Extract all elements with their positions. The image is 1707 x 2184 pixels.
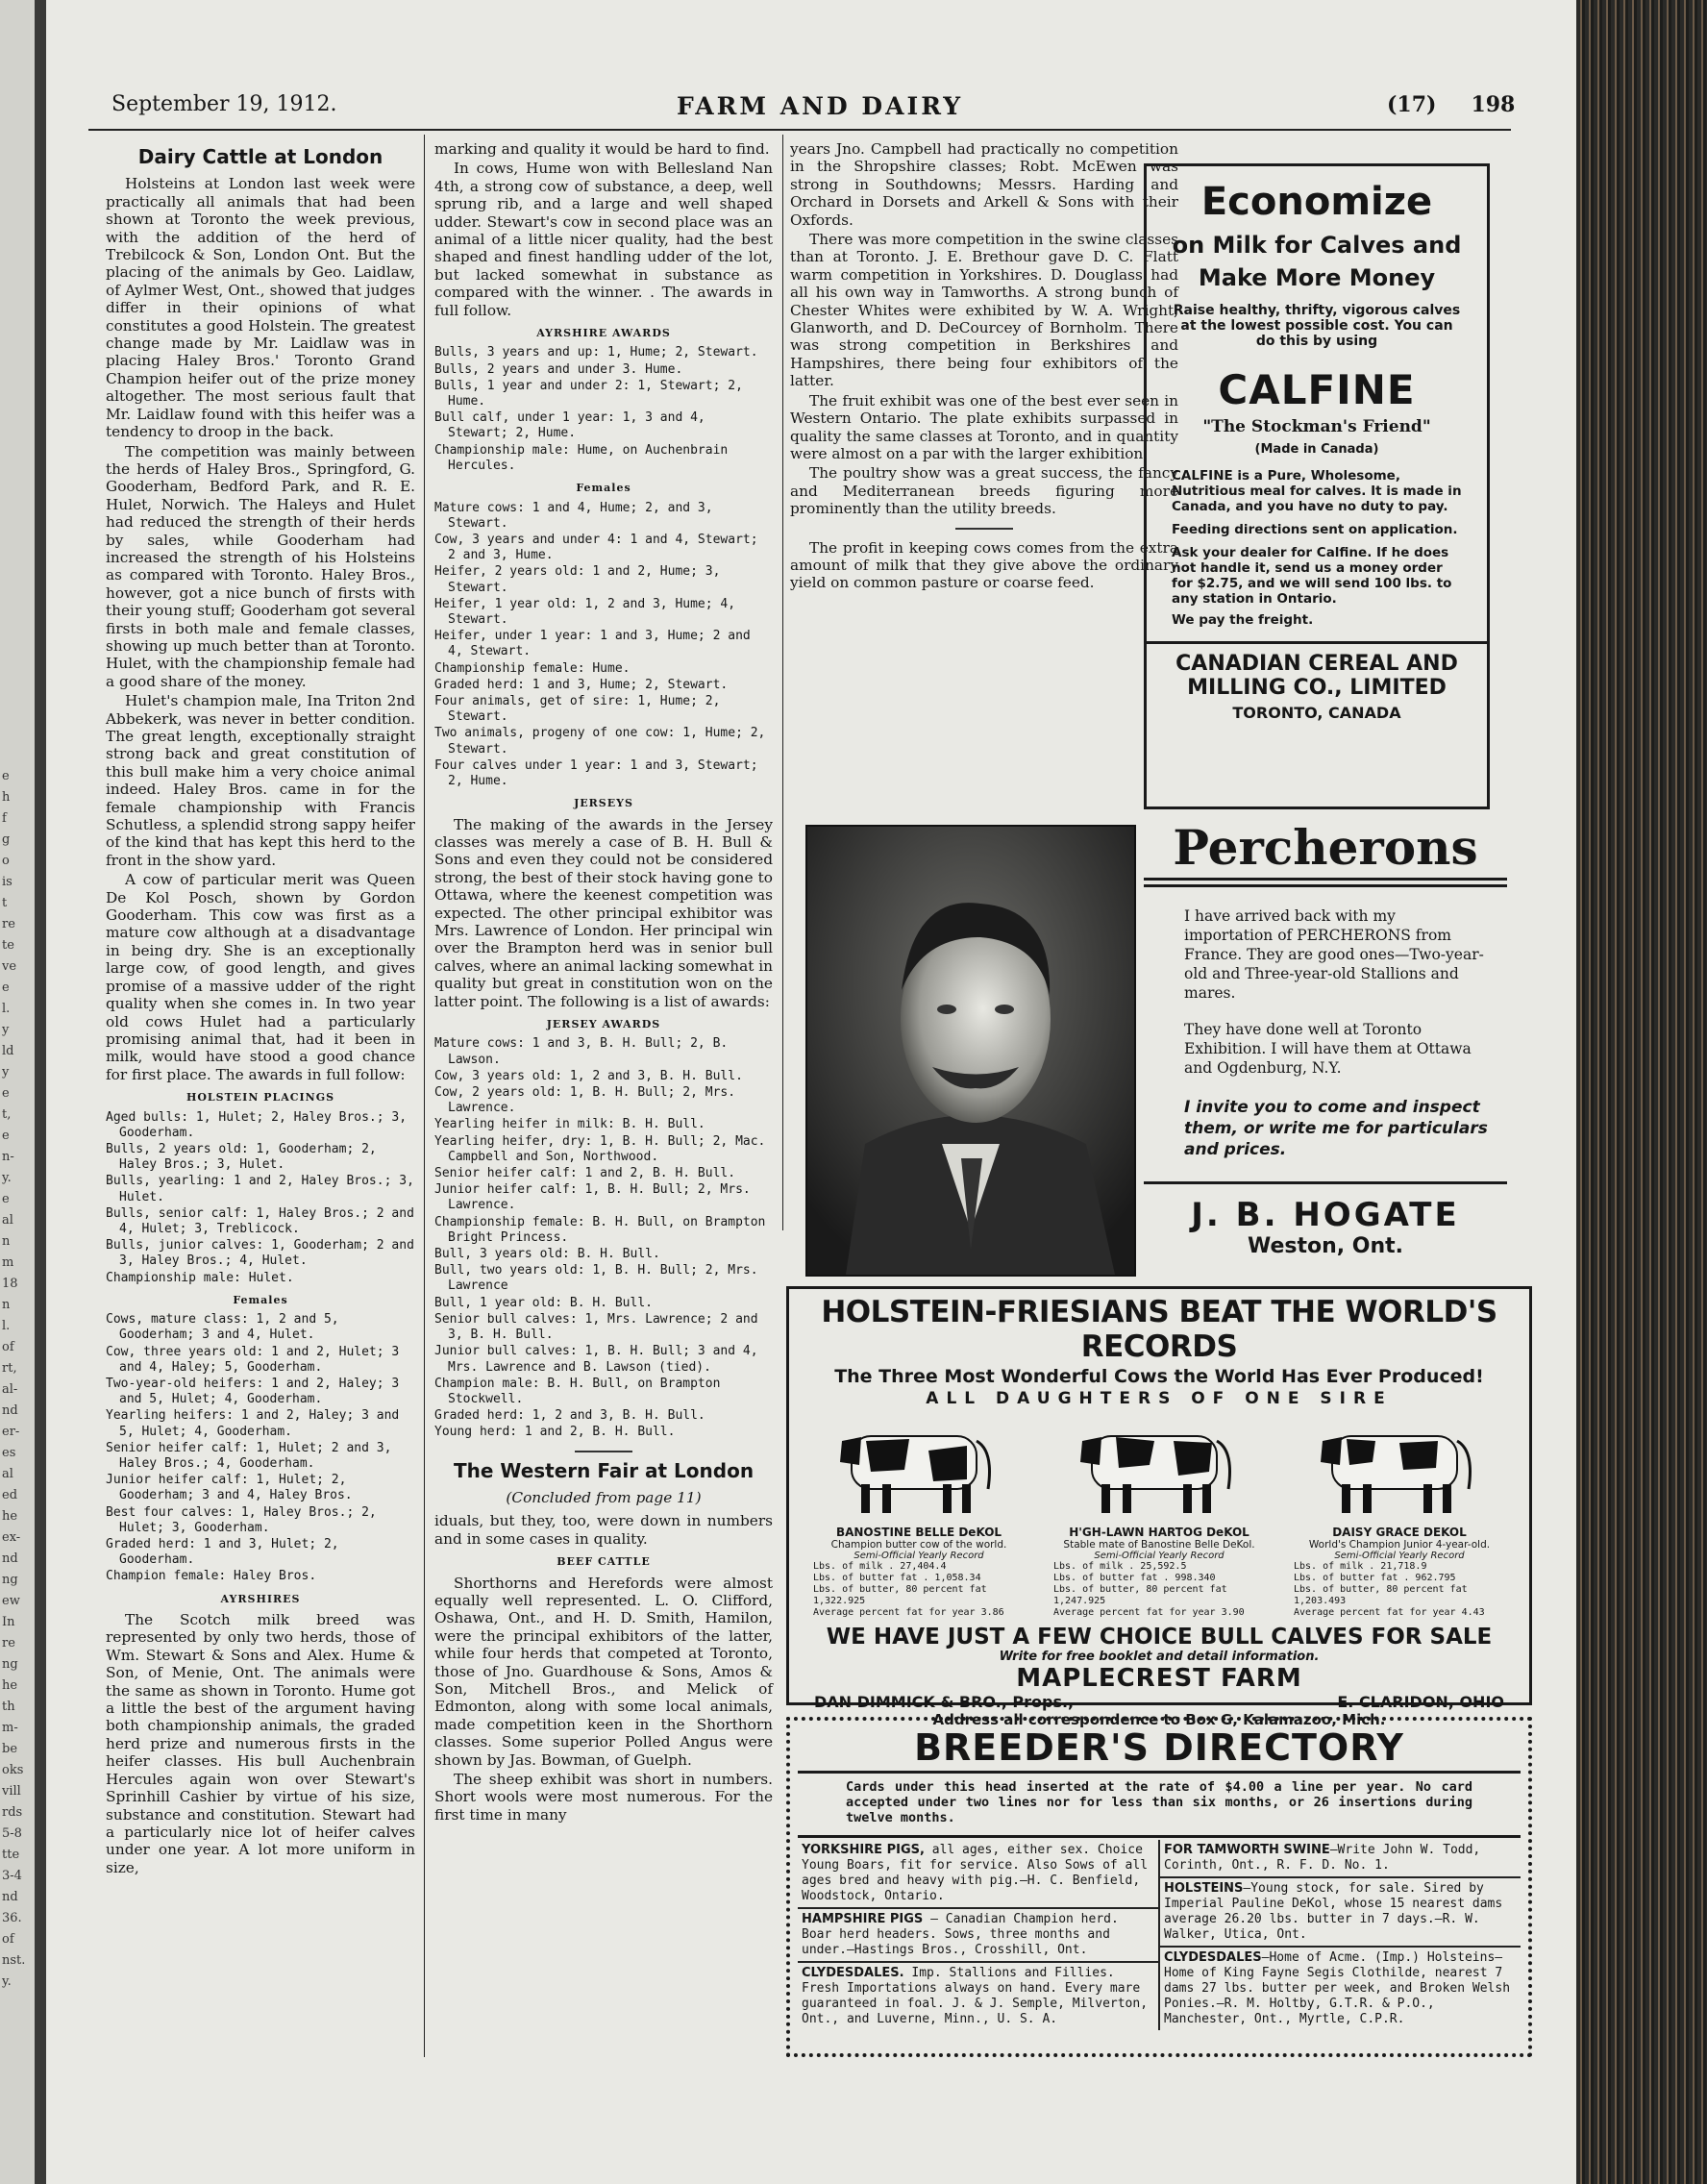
cow-description: Stable mate of Banostine Belle DeKol. bbox=[1063, 1539, 1255, 1551]
award-line: Heifer, under 1 year: 1 and 3, Hume; 2 and 4, Stewart. bbox=[434, 629, 751, 659]
directory-entry bbox=[798, 1840, 1158, 1909]
award-line: Junior heifer calf: 1, B. H. Bull; 2, Mrs. Lawrence. bbox=[434, 1182, 751, 1213]
award-line: Championship male: Hume, on Auchenbrain Hercules. bbox=[434, 442, 729, 473]
ad-text: CALFINE is a Pure, Wholesome, Nutritious meal for calves. It is made in Canada, and you have no duty to pay. bbox=[1172, 468, 1462, 514]
ad-headline: HOLSTEIN-FRIESIANS BEAT THE WORLD'S RECORDS bbox=[821, 1295, 1497, 1364]
farm-name: MAPLECREST FARM bbox=[1016, 1664, 1302, 1693]
separator bbox=[955, 528, 1013, 530]
margin-fragment: h bbox=[2, 790, 11, 805]
award-line: Senior heifer calf: 1, Hulet; 2 and 3, Haley Bros.; 4, Gooderham. bbox=[106, 1440, 392, 1471]
margin-fragment: al bbox=[2, 1213, 13, 1228]
holstein-friesians-ad bbox=[786, 1286, 1532, 1728]
divider bbox=[798, 1835, 1521, 1838]
brand-tagline: "The Stockman's Friend" bbox=[1202, 417, 1431, 436]
paragraph: iduals, but they, too, were down in numbers and in some cases in quality. bbox=[434, 1512, 773, 1548]
record-line: Lbs. of milk . 21,718.9 bbox=[1294, 1561, 1427, 1572]
directory-entry bbox=[798, 1909, 1158, 1963]
section-caption: Females bbox=[576, 482, 631, 495]
award-line: Junior bull calves: 1, B. H. Bull; 3 and 4, Mrs. Lawrence and B. Lawson (tied). bbox=[434, 1344, 758, 1375]
award-line: Bull calf, under 1 year: 1, 3 and 4, Stewart; 2, Hume. bbox=[434, 410, 705, 441]
margin-fragment: rds bbox=[2, 1805, 23, 1820]
section-caption: JERSEYS bbox=[574, 797, 633, 810]
record-line: Lbs. of butter fat . 998.340 bbox=[1053, 1573, 1216, 1583]
record-caption: Semi-Official Yearly Record bbox=[1094, 1551, 1225, 1561]
paragraph: The profit in keeping cows comes from the extra amount of milk that they give above the ordinary yield on common pasture or coarse feed. bbox=[790, 538, 1178, 592]
paragraph: Holsteins at London last week were practically all animals that had been shown at Toronto the week previous, with the addition of the herd of Trebilcock & Son, London Ont. But the placing of the animals by Geo. Laidlaw, of Aylmer West, Ont., showed that judges differ in their opinions of what constitutes a good Holstein. The greatest change made by Mr. Laidlaw was in placing Haley Bros.' Toronto Grand Champion heifer out of the prize money altogether. The most serious fault that Mr. Laidlaw found with this heifer was a tendency to droop in the back. bbox=[106, 175, 415, 441]
paragraph: The fruit exhibit was one of the best ever seen in Western Ontario. The plate exhibits surpassed in quality the same classes at Toronto, and in quantity were almost on a par with the larger exhibition. bbox=[790, 391, 1178, 462]
directory-column bbox=[1160, 1840, 1521, 2030]
brand-name: CALFINE bbox=[1218, 366, 1416, 413]
margin-fragment: 5-8 bbox=[2, 1826, 22, 1841]
award-line: Bulls, 1 year and under 2: 1, Stewart; 2, Hume. bbox=[434, 378, 743, 410]
award-line: Mature cows: 1 and 4, Hume; 2, and 3, Stewart. bbox=[434, 500, 713, 531]
margin-fragment: ng bbox=[2, 1657, 18, 1672]
paragraph: Hulet's champion male, Ina Triton 2nd Abbekerk, was never in better condition. The great length, exceptionally straight strong back and great constitution of this bull make him a very choice animal indeed. Haley Bros. came in for the female championship with Francis Schutless, a splendid strong sappy heifer of the kind that has kept this herd to the front in the show yard. bbox=[106, 692, 415, 869]
masthead-title: FARM AND DAIRY bbox=[676, 92, 964, 120]
margin-fragment: vill bbox=[2, 1784, 21, 1799]
margin-fragment: th bbox=[2, 1700, 15, 1714]
cow-card bbox=[1053, 1412, 1265, 1619]
award-line: Aged bulls: 1, Hulet; 2, Haley Bros.; 3, Gooderham. bbox=[106, 1109, 408, 1140]
page-gutter bbox=[35, 0, 46, 2184]
page-number bbox=[1387, 92, 1515, 117]
ad-invitation: I invite you to come and inspect them, or write me for particulars and prices. bbox=[1184, 1098, 1488, 1159]
ad-text: I have arrived back with my importation of PERCHERONS from France. They are good ones—Two-year-old and Three-year-old Stallions and mares. bbox=[1184, 907, 1484, 1002]
entry-head: HAMPSHIRE PIGS bbox=[802, 1912, 924, 1926]
column-rule bbox=[782, 135, 783, 1230]
award-line: Four calves under 1 year: 1 and 3, Stewart; 2, Hume. bbox=[434, 757, 758, 788]
paragraph: marking and quality it would be hard to find. bbox=[434, 140, 770, 158]
margin-fragment: 36. bbox=[2, 1911, 22, 1925]
record-line: Lbs. of milk . 25,592.5 bbox=[1053, 1561, 1187, 1572]
portrait-photo bbox=[805, 825, 1136, 1277]
ad-headline: Percherons bbox=[1173, 819, 1478, 876]
award-line: Senior heifer calf: 1 and 2, B. H. Bull. bbox=[434, 1166, 736, 1181]
margin-fragment: e bbox=[2, 1086, 10, 1101]
divider bbox=[798, 1771, 1521, 1774]
award-line: Two animals, progeny of one cow: 1, Hume; 2, Stewart. bbox=[434, 726, 766, 757]
paragraph: Shorthorns and Herefords were almost equally well represented. L. O. Clifford, Oshawa, Ont., and H. D. Smith, Hamilon, were the principal exhibitors of the latter, while four herds that competed at Toronto, those of Jno. Guardhouse & Sons, Amos & Son, Mitchell Bros., and Melick of Edmonton, along with some local animals, made competition keen in the Shorthorn classes. Some superior Polled Angus were shown by Jas. Bowman, of Guelph. bbox=[434, 1574, 773, 1769]
margin-fragment: ed bbox=[2, 1488, 18, 1502]
ad-subhead: Make More Money bbox=[1198, 264, 1436, 291]
holstein-cow-illustration bbox=[1063, 1412, 1255, 1518]
record-line: Lbs. of butter, 80 percent fat 1,247.925 bbox=[1053, 1584, 1227, 1606]
record-line: Lbs. of butter fat . 962.795 bbox=[1294, 1573, 1456, 1583]
margin-fragment: ng bbox=[2, 1573, 18, 1587]
directory-listings bbox=[798, 1840, 1521, 2030]
award-line: Bulls, senior calf: 1, Haley Bros.; 2 and 4, Hulet; 3, Treblicock. bbox=[106, 1205, 414, 1236]
entry-head: CLYDESDALES bbox=[1164, 1950, 1262, 1965]
margin-fragment: he bbox=[2, 1678, 18, 1693]
margin-fragment: f bbox=[2, 811, 7, 826]
article-ayrshire-jersey bbox=[434, 140, 773, 1825]
margin-fragment: e bbox=[2, 1129, 10, 1143]
company-name: MILLING CO., LIMITED bbox=[1187, 676, 1447, 700]
farm-town: E. CLARIDON, OHIO bbox=[1337, 1693, 1504, 1711]
paragraph: There was more competition in the swine classes than at Toronto. J. E. Brethour gave D. C. Flatt warm competition in Yorkshires. D. Douglass had all his own way in Tamworths. A strong bunch of Chester Whites were exhibited by W. A. Wright, Glanworth, and D. DeCourcey of Bornholm. There was strong competition in Berkshires and Hampshires, there being four exhibitors of the latter. bbox=[790, 231, 1178, 390]
margin-fragment: ve bbox=[2, 959, 17, 974]
record-line: Average percent fat for year 4.43 bbox=[1294, 1607, 1485, 1618]
margin-fragment: tte bbox=[2, 1848, 20, 1862]
award-line: Bull, 3 years old: B. H. Bull. bbox=[434, 1247, 660, 1262]
holstein-cow-illustration bbox=[1303, 1412, 1496, 1518]
record-line: Average percent fat for year 3.86 bbox=[813, 1607, 1004, 1618]
cow-name: H'GH-LAWN HARTOG DeKOL bbox=[1069, 1526, 1249, 1539]
ad-text: Feeding directions sent on application. bbox=[1172, 522, 1458, 537]
award-line: Graded herd: 1 and 3, Hulet; 2, Gooderham. bbox=[106, 1537, 339, 1568]
margin-fragment: of bbox=[2, 1932, 14, 1947]
ad-text: They have done well at Toronto Exhibition. I will have them at Ottawa and Ogdenburg, N.Y. bbox=[1184, 1021, 1472, 1077]
margin-fragment: n bbox=[2, 1234, 11, 1249]
award-line: Championship male: Hulet. bbox=[106, 1270, 294, 1285]
margin-fragment: be bbox=[2, 1742, 18, 1756]
award-line: Bull, two years old: 1, B. H. Bull; 2, Mrs. Lawrence bbox=[434, 1263, 758, 1294]
margin-fragment: e bbox=[2, 1192, 10, 1206]
directory-entry bbox=[1160, 1878, 1521, 1948]
divider bbox=[1144, 1181, 1507, 1184]
margin-fragment: re bbox=[2, 917, 15, 931]
holstein-cow-illustration bbox=[823, 1412, 1015, 1518]
entry-body: —Home of Acme. (Imp.) Holsteins—Home of King Fayne Segis Clothilde, nearest 7 dams 27 lbs. butter per week, and Broken Welsh Ponies.—R. M. Holtby, G.T.R. & P.O., Manchester, Ont., Myrtle, C.P.R. bbox=[1164, 1950, 1511, 2026]
margin-fragment: l. bbox=[2, 1002, 11, 1016]
article-heading: Dairy Cattle at London bbox=[137, 145, 383, 168]
percherons-ad bbox=[1144, 819, 1507, 1273]
record-line: Lbs. of butter, 80 percent fat 1,203.493 bbox=[1294, 1584, 1468, 1606]
award-line: Bulls, 2 years and under 3. Hume. bbox=[434, 361, 683, 377]
article-western-fair-continued bbox=[790, 140, 1178, 594]
award-line: Heifer, 2 years old: 1 and 2, Hume; 3, Stewart. bbox=[434, 564, 721, 595]
directory-intro: Cards under this head inserted at the rate of $4.00 a line per year. No card accepted under two lines nor for less than six months, or 26 insertions during twelve months. bbox=[846, 1779, 1472, 1825]
company-city: TORONTO, CANADA bbox=[1232, 704, 1401, 722]
award-line: Cows, mature class: 1, 2 and 5, Gooderham; 3 and 4, Hulet. bbox=[106, 1312, 339, 1343]
company-name: CANADIAN CEREAL AND bbox=[1175, 652, 1458, 676]
paragraph: The competition was mainly between the herds of Haley Bros., Springford, G. Gooderham, Bedford Park, and R. E. Hulet, Norwich. The Haleys and Hulet had reduced the strength of their herds by sales, while Gooderham had increased the strength of his Holsteins as compared with Toronto. Haley Bros., however, got a nice bunch of firsts with their young stuff; Gooderham got several firsts in both male and female classes, showing up much better than at Toronto. Hulet, with the championship female had a good share of the money. bbox=[106, 442, 415, 690]
award-line: Four animals, get of sire: 1, Hume; 2, Stewart. bbox=[434, 693, 721, 725]
ad-text: Raise healthy, thrifty, vigorous calves at the lowest possible cost. You can do this by using bbox=[1173, 303, 1461, 349]
farm-owner: DAN DIMMICK & BRO., Props., bbox=[814, 1693, 1075, 1711]
paragraph: The making of the awards in the Jersey classes was merely a case of B. H. Bull & Sons and even they could not be considered strong, the best of their stock having gone to Ottawa, where the keenest competition was expected. The other principal exhibitor was Mrs. Lawrence of London. Her principal win over the Brampton herd was in senior bull calves, where an animal lacking somewhat in quality but great in constitution won on the latter point. The following is a list of awards: bbox=[434, 815, 773, 1010]
directory-entry bbox=[798, 1963, 1158, 2030]
ad-text: We pay the freight. bbox=[1172, 612, 1314, 628]
cow-card bbox=[813, 1412, 1025, 1619]
issue-date: September 19, 1912. bbox=[111, 92, 337, 116]
ad-text: Write for free booklet and detail information. bbox=[999, 1650, 1320, 1664]
section-caption: Females bbox=[233, 1293, 288, 1306]
award-line: Cow, 3 years old: 1, 2 and 3, B. H. Bull. bbox=[434, 1068, 743, 1083]
entry-head: FOR TAMWORTH SWINE bbox=[1164, 1843, 1330, 1857]
margin-fragment: te bbox=[2, 938, 14, 953]
margin-fragment: g bbox=[2, 832, 11, 847]
calfine-ad bbox=[1144, 163, 1490, 809]
award-line: Champion female: Haley Bros. bbox=[106, 1569, 317, 1584]
article-heading: The Western Fair at London bbox=[453, 1458, 755, 1482]
award-line: Junior heifer calf: 1, Hulet; 2, Gooderham; 3 and 4, Haley Bros. bbox=[106, 1473, 353, 1503]
margin-fragment: ex- bbox=[2, 1530, 21, 1545]
entry-body: all ages, either sex. Choice Young Boars, fit for service. Also Sows of all ages bred and heavy with pig.—H. C. Benfield, Woodstock, Ontario. bbox=[802, 1843, 1149, 1903]
divider bbox=[1147, 641, 1487, 644]
award-line: Best four calves: 1, Haley Bros.; 2, Hulet; 3, Gooderham. bbox=[106, 1504, 377, 1535]
cow-description: World's Champion Junior 4-year-old. bbox=[1308, 1539, 1491, 1551]
cow-description: Champion butter cow of the world. bbox=[830, 1539, 1007, 1551]
cow-name: DAISY GRACE DEKOL bbox=[1332, 1526, 1467, 1539]
paragraph: In cows, Hume won with Bellesland Nan 4th, a strong cow of substance, a deep, well sprung rib, and a large and well shaped udder. Stewart's cow in second place was an animal of a little nicer quality, had the best shaped and finest handling udder of the lot, but lacked somewhat in substance as compared with the winner. . The awards in full follow. bbox=[434, 160, 773, 319]
entry-body: —Young stock, for sale. Sired by Imperial Pauline DeKol, whose 15 nearest dams average 26.20 lbs. butter in 7 days.—R. W. Walker, Utica, Ont. bbox=[1164, 1881, 1503, 1942]
record-line: Lbs. of butter fat . 1,058.34 bbox=[813, 1573, 981, 1583]
column-rule bbox=[424, 135, 425, 2057]
ad-subhead: on Milk for Calves and bbox=[1172, 232, 1462, 259]
cow-name: BANOSTINE BELLE DeKOL bbox=[835, 1526, 1002, 1539]
margin-fragment: t bbox=[2, 896, 8, 910]
award-line: Bulls, yearling: 1 and 2, Haley Bros.; 3, Hulet. bbox=[106, 1174, 414, 1204]
page-num: 198 bbox=[1471, 92, 1516, 117]
award-line: Yearling heifers: 1 and 2, Haley; 3 and 5, Hulet; 4, Gooderham. bbox=[106, 1408, 400, 1439]
margin-fragment: y. bbox=[2, 1974, 12, 1989]
margin-fragment: ew bbox=[2, 1594, 20, 1608]
book-edge bbox=[1576, 0, 1707, 2184]
breeders-directory bbox=[786, 1717, 1532, 2057]
margin-fragment: al bbox=[2, 1467, 13, 1481]
margin-fragment: is bbox=[2, 875, 12, 889]
margin-fragment: n bbox=[2, 1298, 11, 1312]
margin-fragment: l. bbox=[2, 1319, 11, 1333]
award-line: Yearling heifer, dry: 1, B. H. Bull; 2, Mac. Campbell and Son, Northwood. bbox=[434, 1133, 766, 1164]
margin-fragment: o bbox=[2, 854, 10, 868]
page-bracket: (17) bbox=[1387, 92, 1437, 117]
margin-fragment: n- bbox=[2, 1150, 14, 1164]
margin-fragment: oks bbox=[2, 1763, 24, 1777]
cow-row bbox=[799, 1412, 1520, 1619]
record-line: Lbs. of milk . 27,404.4 bbox=[813, 1561, 947, 1572]
margin-fragment: e bbox=[2, 769, 10, 783]
ad-subhead: ALL DAUGHTERS OF ONE SIRE bbox=[926, 1389, 1393, 1408]
section-caption: BEEF CATTLE bbox=[557, 1555, 651, 1569]
margin-fragment: er- bbox=[2, 1425, 20, 1439]
entry-head: CLYDESDALES. bbox=[802, 1966, 904, 1980]
award-line: Cow, 2 years old: 1, B. H. Bull; 2, Mrs. Lawrence. bbox=[434, 1085, 736, 1116]
award-line: Senior bull calves: 1, Mrs. Lawrence; 2 and 3, B. H. Bull. bbox=[434, 1311, 758, 1343]
directory-title: BREEDER'S DIRECTORY bbox=[914, 1726, 1404, 1769]
directory-entry bbox=[1160, 1840, 1521, 1878]
award-line: Bulls, junior calves: 1, Gooderham; 2 and 3, Haley Bros.; 4, Hulet. bbox=[106, 1238, 414, 1269]
section-caption: JERSEY AWARDS bbox=[546, 1018, 661, 1031]
margin-fragment: rt, bbox=[2, 1361, 17, 1376]
article-dairy-cattle bbox=[106, 144, 415, 1878]
award-line: Heifer, 1 year old: 1, 2 and 3, Hume; 4, Stewart. bbox=[434, 596, 736, 627]
award-line: Mature cows: 1 and 3, B. H. Bull; 2, B. Lawson. bbox=[434, 1036, 729, 1067]
award-line: Cow, three years old: 1 and 2, Hulet; 3 and 4, Haley; 5, Gooderham. bbox=[106, 1344, 400, 1375]
paragraph: The Scotch milk breed was represented by only two herds, those of Wm. Stewart & Sons and Alex. Hume & Son, of Menie, Ont. The animals were the same as shown in Toronto. Hume got a little the best of the argument having both championship animals, the graded herd prize and numerous firsts in the heifer classes. His bull Auchenbrain Hercules again won over Stewart's Sprinhill Cashier by virtue of his size, substance and constitution. Stewart had a particularly nice lot of heifer calves under one year. A lot more uniform in size, bbox=[106, 1611, 415, 1876]
paragraph: The sheep exhibit was short in numbers. Short wools were most numerous. For the first time in many bbox=[434, 1771, 773, 1824]
entry-head: HOLSTEINS bbox=[1164, 1881, 1244, 1896]
separator bbox=[575, 1451, 632, 1452]
paragraph: years Jno. Campbell had practically no competition in the Shropshire classes; Robt. McEwen was strong in Southdowns; Messrs. Harding and Orchard in Dorsets and Arkell & Sons with their Oxfords. bbox=[790, 140, 1178, 229]
margin-fragment: nd bbox=[2, 1890, 18, 1904]
man-portrait-image bbox=[807, 827, 1134, 1275]
margin-fragment: m bbox=[2, 1255, 14, 1270]
margin-fragment: In bbox=[2, 1615, 15, 1629]
margin-fragment: nd bbox=[2, 1403, 18, 1418]
divider bbox=[1144, 878, 1507, 881]
advertiser-place: Weston, Ont. bbox=[1247, 1234, 1404, 1258]
ad-subhead: The Three Most Wonderful Cows the World Has Ever Produced! bbox=[834, 1366, 1484, 1387]
entry-head: YORKSHIRE PIGS, bbox=[802, 1843, 925, 1857]
award-line: Bull, 1 year old: B. H. Bull. bbox=[434, 1295, 653, 1310]
margin-fragment: m- bbox=[2, 1721, 18, 1735]
divider bbox=[1144, 884, 1507, 887]
margin-fragment: t, bbox=[2, 1107, 12, 1122]
award-line: Two-year-old heifers: 1 and 2, Haley; 3 and 5, Hulet; 4, Gooderham. bbox=[106, 1376, 400, 1407]
margin-fragment: he bbox=[2, 1509, 18, 1524]
section-caption: HOLSTEIN PLACINGS bbox=[186, 1091, 335, 1104]
margin-fragment: 18 bbox=[2, 1277, 18, 1291]
ad-headline: Economize bbox=[1200, 180, 1433, 224]
section-caption: AYRSHIRES bbox=[220, 1592, 301, 1605]
margin-fragment: al- bbox=[2, 1382, 18, 1397]
adjacent-page-strip bbox=[0, 0, 46, 2184]
margin-fragment: nst. bbox=[2, 1953, 26, 1968]
award-line: Yearling heifer in milk: B. H. Bull. bbox=[434, 1117, 705, 1132]
directory-column bbox=[798, 1840, 1160, 2030]
header-rule bbox=[88, 129, 1511, 131]
award-line: Championship female: B. H. Bull, on Brampton Bright Princess. bbox=[434, 1214, 766, 1245]
margin-fragment: e bbox=[2, 980, 10, 995]
margin-fragment: nd bbox=[2, 1551, 18, 1566]
continuation-note: (Concluded from page 11) bbox=[506, 1488, 702, 1506]
award-line: Graded herd: 1 and 3, Hume; 2, Stewart. bbox=[434, 677, 729, 692]
entry-body: —Write John W. Todd, Corinth, Ont., R. F. D. No. 1. bbox=[1164, 1843, 1481, 1873]
margin-fragment: 3-4 bbox=[2, 1869, 22, 1883]
farm-owner-row bbox=[799, 1693, 1520, 1711]
margin-fragment: y. bbox=[2, 1171, 12, 1185]
advertiser-name: J. B. HOGATE bbox=[1191, 1196, 1460, 1234]
award-line: Cow, 3 years and under 4: 1 and 4, Stewart; 2 and 3, Hume. bbox=[434, 532, 758, 563]
newspaper-page bbox=[46, 0, 1594, 2184]
margin-fragment: re bbox=[2, 1636, 15, 1650]
record-caption: Semi-Official Yearly Record bbox=[854, 1551, 984, 1561]
record-line: Average percent fat for year 3.90 bbox=[1053, 1607, 1245, 1618]
award-line: Bulls, 2 years old: 1, Gooderham; 2, Haley Bros.; 3, Hulet. bbox=[106, 1141, 377, 1173]
cow-card bbox=[1294, 1412, 1505, 1619]
entry-body: Imp. Stallions and Fillies. Fresh Importations always on hand. Every mare guaranteed in foal. J. & J. Semple, Milverton, Ont., and Luverne, Minn., U. S. A. bbox=[802, 1966, 1149, 2026]
paragraph: A cow of particular merit was Queen De Kol Posch, shown by Gordon Gooderham. This cow was first as a mature cow although at a disadvantage in being dry. She is an exceptionally large cow, of good length, and gives promise of a massive udder of the right quality when she comes in. In two year old cows Hulet had a particularly promising animal that, had it been in milk, would have stood a good chance for first place. The awards in full follow: bbox=[106, 871, 415, 1083]
bull-calves-offer: WE HAVE JUST A FEW CHOICE BULL CALVES FOR SALE bbox=[826, 1625, 1493, 1650]
ad-text: Ask your dealer for Calfine. If he does not handle it, send us a money order for $2.75, and we will send 100 lbs. to any station in Ontario. bbox=[1172, 545, 1452, 607]
record-line: Lbs. of butter, 80 percent fat 1,322.925 bbox=[813, 1584, 987, 1606]
award-line: Bulls, 3 years and up: 1, Hume; 2, Stewart. bbox=[434, 345, 758, 360]
directory-entry bbox=[1160, 1948, 1521, 2030]
made-in-canada: (Made in Canada) bbox=[1254, 442, 1379, 457]
margin-fragment: of bbox=[2, 1340, 14, 1354]
margin-fragment: es bbox=[2, 1446, 16, 1460]
award-line: Young herd: 1 and 2, B. H. Bull. bbox=[434, 1425, 676, 1440]
margin-fragment: y bbox=[2, 1065, 10, 1080]
farm-address: Address all correspondence to Box G, Kalamazoo, Mich. bbox=[932, 1711, 1386, 1728]
award-line: Championship female: Hume. bbox=[434, 660, 631, 676]
award-line: Graded herd: 1, 2 and 3, B. H. Bull. bbox=[434, 1408, 705, 1424]
entry-body: — Canadian Champion herd. Boar herd headers. Sows, three months and under.—Hastings Bros., Crosshill, Ont. bbox=[802, 1912, 1119, 1957]
margin-fragment: ld bbox=[2, 1044, 14, 1058]
margin-fragment: y bbox=[2, 1023, 10, 1037]
award-line: Champion male: B. H. Bull, on Brampton Stockwell. bbox=[434, 1376, 721, 1406]
paragraph: The poultry show was a great success, the fancy and Mediterranean breeds figuring more prominently than the utility breeds. bbox=[790, 464, 1178, 518]
section-caption: AYRSHIRE AWARDS bbox=[536, 327, 671, 340]
record-caption: Semi-Official Yearly Record bbox=[1334, 1551, 1465, 1561]
